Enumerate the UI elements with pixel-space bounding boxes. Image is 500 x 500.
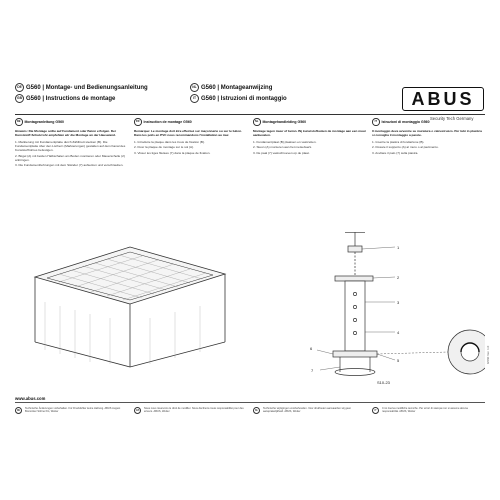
footer-note-text: Technische wijzigingen voorbehouden. Voor drukfouten aanvaarden wij geen aansprakelijkheid. ABUS, Wetter <box>263 407 352 414</box>
flag-it-icon: IT <box>372 407 379 414</box>
part-label: S10-23 <box>377 380 390 385</box>
part-label: 1 <box>397 245 400 250</box>
column-warning: Remarque: Le montage doit être effectué sur maçonnerie ou sur le béton. Dans les poils en PVC nous recommandons l'installation au mur. <box>134 128 242 137</box>
footer-note-text: Nous nous réservons le droit de modifier. Nous déclinons toute responsabilité pour des erreurs. ABUS, Wetter <box>144 407 244 414</box>
column-heading-text: Montagehandleiding G560 <box>262 119 307 124</box>
installation-illustration <box>15 232 485 392</box>
abus-logo: ABUS <box>402 87 484 111</box>
flag-nl-icon: NL <box>253 118 261 126</box>
flag-gb-icon: GB <box>135 409 140 412</box>
column-warning: Il montaggio deve avvenire su muratura o calcestruzzo. Per tubi in plastica si consiglia il montaggio a parete. <box>372 128 482 137</box>
column-nl <box>253 118 366 156</box>
step-3: 3. Avvitare il palo (7) sulla piastra. <box>372 150 419 155</box>
version-code: G560 Ver. 1.0 <box>486 345 490 364</box>
column-heading-text: Instruction de montage G560 <box>143 119 192 124</box>
header-divider <box>15 114 485 115</box>
base-plate-drawing <box>35 247 225 367</box>
column-heading <box>134 118 247 126</box>
column-heading-text: Montageanleitung G560 <box>24 119 64 124</box>
step-1: 1. Fundamentplaat (B) plaatsen en vastzetten. <box>253 139 317 144</box>
flag-nl-icon: NL <box>254 409 259 412</box>
column-heading <box>372 118 485 126</box>
flag-nl-icon: NL <box>190 83 199 92</box>
column-heading-text: Istruzioni di montaggio G560 <box>381 119 430 124</box>
flag-de-icon: DE <box>15 118 23 126</box>
footer-note-gb <box>134 407 244 414</box>
logo-tagline: Security Tech Germany <box>430 116 474 121</box>
title-gb: G560 | Instructions de montage <box>26 95 116 102</box>
step-2: 2. Bügel (A) mit beiden Halbschalen am Boden montieren oder Mauerschelle (2) anbringen. <box>15 153 125 162</box>
column-heading <box>253 118 366 126</box>
title-row-gb <box>15 94 115 103</box>
footer-note-text: Ci si riserva modifiche tecniche. Per errori di stampa non si assume alcuna responsabilità. ABUS, Wetter <box>382 407 468 414</box>
footer-rule <box>15 402 485 403</box>
title-row-nl <box>190 83 272 92</box>
title-de: G560 | Montage- und Bedienungsanleitung <box>26 84 148 91</box>
flag-it-icon: IT <box>372 118 380 126</box>
part-label: 7 <box>311 368 314 373</box>
footer-note-text: Technische Änderungen vorbehalten. Für Druckfehler keine Haftung. ABUS August Bremicker Söhne KG, Wetter <box>25 407 121 414</box>
title-row-it <box>190 94 287 103</box>
step-2: 2. Steun (A) monteren aan het metselwerk. <box>253 145 312 150</box>
column-heading <box>15 118 128 126</box>
column-fr <box>134 118 247 156</box>
column-it <box>372 118 485 156</box>
footer-note-nl <box>253 407 363 414</box>
title-it: G560 | Istruzioni di montaggio <box>201 95 287 102</box>
step-3: 3. De paal (7) vastschroeven op de plaat. <box>253 150 310 155</box>
step-1: 1. Inserire la piastra di fondazione (B). <box>372 139 425 144</box>
step-3: 3. Die Fundamentbohrungen mit dem Ständer (7) aufsetzen und verschrauben. <box>15 163 124 168</box>
part-label: 4 <box>397 330 400 335</box>
part-label: 6 <box>310 346 313 351</box>
flag-de-icon: DE <box>15 83 24 92</box>
website-url[interactable]: www.abus.com <box>15 396 46 401</box>
column-warning: Hinweis: Die Montage sollte auf Fundament oder Beton erfolgen. Der Kunststoff-Schutzrohr empfehlen wir die Montage an der Hauswand. <box>15 128 117 137</box>
footer-note-it <box>372 407 482 414</box>
step-3: 3. Visser les tiges filetées (7) dans la plaque de fixation. <box>134 150 211 155</box>
column-warning: Montage tegen muur of beton. Bij kunststofbuizen de montage aan een muur aanbevelen. <box>253 128 366 137</box>
part-label: 2 <box>397 275 400 280</box>
step-2: 2. Fissare il supporto (A) al muro o al pavimento. <box>372 145 439 150</box>
title-row-de <box>15 83 148 92</box>
part-label: 5 <box>397 358 400 363</box>
step-1: 1. Introduire la plaque dans les trous de fixation (B). <box>134 139 205 144</box>
flag-de-icon: DE <box>16 409 21 412</box>
step-2: 2. Fixer la plaque de montage sur le sol (A). <box>134 145 195 150</box>
flag-fr-icon: FR <box>134 118 142 126</box>
flag-it-icon: IT <box>190 94 199 103</box>
part-label: 3 <box>397 300 400 305</box>
step-1: 1. Markierung mit Fundamentplatte durch Zählbrett stecken (B). Die Fundamentplatte über den Löchern (Markierungen) gestalten auf dem Kanal des Kunststoffrohres befestigen. <box>15 139 126 153</box>
bollard-drawing <box>317 232 485 376</box>
header-titles <box>15 83 355 113</box>
column-de <box>15 118 128 169</box>
flag-gb-icon: GB <box>15 94 24 103</box>
title-nl: G560 | Montageanwijzing <box>201 84 273 91</box>
footer-note-de <box>15 407 125 414</box>
